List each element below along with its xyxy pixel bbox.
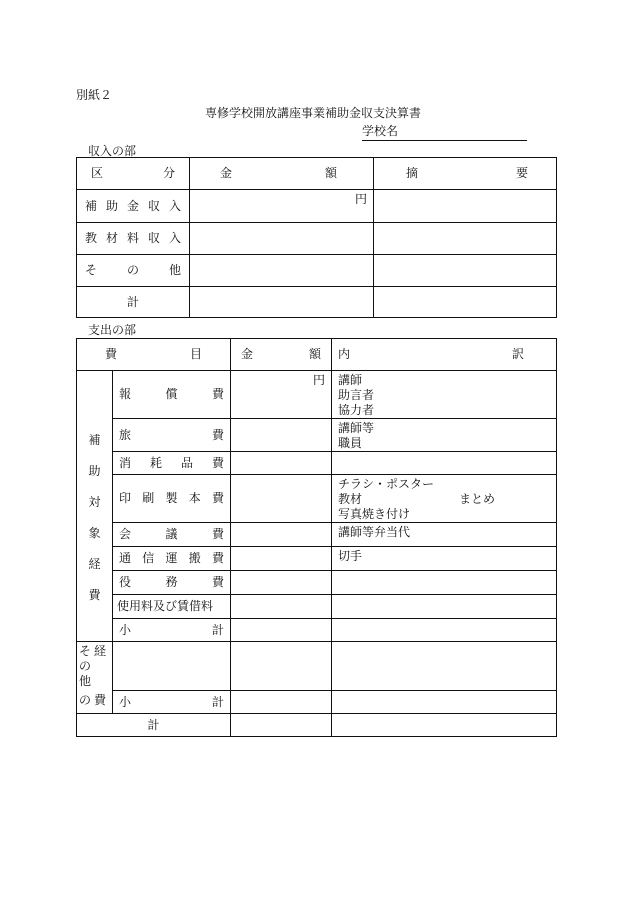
income-section-label: 収入の部 <box>88 144 137 158</box>
income-header-summary: 摘 要 <box>374 158 557 190</box>
expense-detail-cell[interactable] <box>332 619 557 642</box>
expense-detail-cell[interactable] <box>332 595 557 619</box>
expense-row <box>77 475 557 523</box>
expense-detail-cell[interactable] <box>332 452 557 475</box>
income-amount-cell[interactable] <box>190 223 374 255</box>
expense-row <box>77 419 557 452</box>
expense-header-amount: 金 額 <box>231 339 332 371</box>
expense-row <box>77 571 557 595</box>
income-header-amount: 金 額 <box>190 158 374 190</box>
expense-detail-cell[interactable]: 講師等弁当代 <box>332 523 557 547</box>
expense-header-row <box>77 339 557 371</box>
expense-amount-cell[interactable] <box>231 452 332 475</box>
school-name-label: 学校名 <box>362 124 399 138</box>
subsidized-expenses-group-label: 補 助 対 象 経 費 <box>77 371 113 642</box>
expense-amount-cell[interactable] <box>231 619 332 642</box>
income-row-label: そ の 他 <box>77 255 190 287</box>
income-row-label: 教 材 料 収 入 <box>77 223 190 255</box>
expense-row <box>77 371 557 419</box>
other-subtotal-label: 小 計 <box>113 691 231 714</box>
expense-detail-cell[interactable]: 切手 <box>332 547 557 571</box>
expense-amount-cell[interactable] <box>231 371 332 419</box>
expense-row <box>77 547 557 571</box>
expense-row <box>77 523 557 547</box>
income-row <box>77 255 557 287</box>
expense-detail-cell[interactable] <box>332 642 557 691</box>
document-title: 専修学校開放講座事業補助金収支決算書 <box>205 106 422 120</box>
expense-amount-cell[interactable] <box>231 691 332 714</box>
expense-subtotal-label: 小 計 <box>113 619 231 642</box>
income-total-summary[interactable] <box>374 287 557 318</box>
expense-detail-cell[interactable]: チラシ・ポスター 教材 まとめ 写真焼き付け <box>332 475 557 523</box>
expense-section-label: 支出の部 <box>88 323 137 337</box>
income-amount-cell[interactable] <box>190 190 374 223</box>
expense-total-detail[interactable] <box>332 714 557 737</box>
income-table <box>76 157 557 318</box>
income-row <box>77 190 557 223</box>
expense-subtotal-row <box>77 619 557 642</box>
expense-amount-cell[interactable] <box>231 475 332 523</box>
income-total-amount[interactable] <box>190 287 374 318</box>
expense-item-label: 会 議 費 <box>113 523 231 547</box>
expense-detail-cell[interactable]: 講師 助言者 協力者 <box>332 371 557 419</box>
other-expenses-group-label: そ経 の 他 の費 <box>77 642 113 714</box>
expense-item-label: 役 務 費 <box>113 571 231 595</box>
school-name-field[interactable] <box>362 122 527 141</box>
income-total-row <box>77 287 557 318</box>
income-summary-cell[interactable] <box>374 190 557 223</box>
expense-item-label: 通 信 運 搬 費 <box>113 547 231 571</box>
expense-amount-cell[interactable] <box>231 419 332 452</box>
expense-total-amount[interactable] <box>231 714 332 737</box>
expense-amount-cell[interactable] <box>231 571 332 595</box>
income-row <box>77 223 557 255</box>
expense-detail-cell[interactable] <box>332 691 557 714</box>
other-expense-item-cell[interactable] <box>113 642 231 691</box>
expense-item-label: 旅 費 <box>113 419 231 452</box>
income-summary-cell[interactable] <box>374 255 557 287</box>
other-subtotal-row <box>77 691 557 714</box>
expense-total-row <box>77 714 557 737</box>
income-total-label: 計 <box>77 287 190 318</box>
expense-amount-cell[interactable] <box>231 523 332 547</box>
expense-header-item: 費 目 <box>77 339 231 371</box>
income-header-category: 区 分 <box>77 158 190 190</box>
income-header-row <box>77 158 557 190</box>
yen-unit: 円 <box>312 373 325 387</box>
expense-detail-cell[interactable] <box>332 571 557 595</box>
expense-amount-cell[interactable] <box>231 595 332 619</box>
expense-detail-cell[interactable]: 講師等 職員 <box>332 419 557 452</box>
expense-row <box>77 452 557 475</box>
income-row-label: 補 助 金 収 入 <box>77 190 190 223</box>
expense-table <box>76 338 557 737</box>
expense-row <box>77 595 557 619</box>
expense-amount-cell[interactable] <box>231 642 332 691</box>
expense-item-label: 使用料及び賃借料 <box>113 595 231 619</box>
expense-item-label: 印 刷 製 本 費 <box>113 475 231 523</box>
expense-item-label: 消 耗 品 費 <box>113 452 231 475</box>
expense-header-detail: 内 訳 <box>332 339 557 371</box>
income-amount-cell[interactable] <box>190 255 374 287</box>
yen-unit: 円 <box>354 192 367 206</box>
expense-item-label: 報 償 費 <box>113 371 231 419</box>
other-expense-row <box>77 642 557 691</box>
annex-label: 別紙２ <box>76 88 113 102</box>
expense-total-label: 計 <box>77 714 231 737</box>
expense-amount-cell[interactable] <box>231 547 332 571</box>
income-summary-cell[interactable] <box>374 223 557 255</box>
